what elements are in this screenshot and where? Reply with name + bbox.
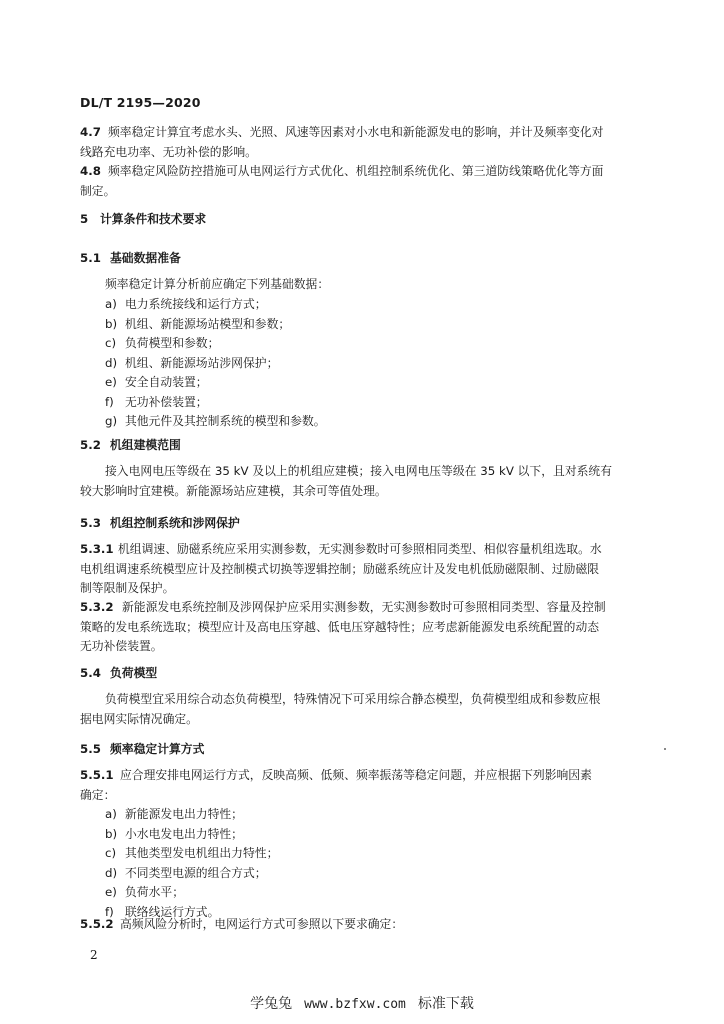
- paragraph-5-4: 负荷模型宜采用综合动态负荷模型，特殊情况下可采用综合静态模型，负荷模型组成和参数应根 据电网实际情况确定。: [80, 692, 601, 726]
- list-5-1: [105, 295, 326, 432]
- list-item: a) 新能源发电出力特性；: [105, 807, 243, 821]
- list-item: f) 联络线运行方式。: [105, 904, 220, 919]
- section-5-4-heading: [80, 664, 157, 681]
- section-title: 机组建模范围: [110, 438, 181, 452]
- section-5-5-heading: [80, 740, 204, 757]
- clause-5-5-2: 5.5.2 高频风险分析时，电网运行方式可参照以下要求确定：: [80, 915, 403, 935]
- section-5-1-heading: [80, 249, 181, 266]
- footer-tagline: 标准下载: [417, 996, 474, 1012]
- clause-4-8: [80, 162, 603, 201]
- section-number: 5.2: [80, 438, 101, 452]
- list-item: c) 其他类型发电机组出力特性；: [105, 846, 279, 860]
- paragraph-5-2: 接入电网电压等级在 35 kV 及以上的机组应建模；接入电网电压等级在 35 kV 以下，且对系统有 较大影响时宜建模。新能源场站应建模，其余可等值处理。: [80, 464, 613, 498]
- list-item: f) 无功补偿装置；: [105, 394, 208, 409]
- footer-url[interactable]: www.bzfxw.com: [304, 997, 406, 1012]
- clause-text: 频率稳定计算宜考虑水头、光照、风速等因素对小水电和新能源发电的影响，并计及频率变化对: [108, 125, 604, 139]
- section-title: 负荷模型: [110, 666, 158, 680]
- clause-number: 5.3.2: [80, 600, 114, 614]
- clause-5-3-1: 5.3.1 机组调速、励磁系统应采用实测参数，无实测参数时可参照相同类型、相似容量机组选取。水 电机组调速系统模型应计及控制模式切换等逻辑控制；励磁系统应计及发电机低励磁限制、过励磁限 制等限制及保护。: [80, 542, 602, 595]
- footer-site-name: 学兔兔: [250, 996, 293, 1012]
- clause-4-7: [80, 123, 603, 162]
- clause-number: 5.5.2: [80, 917, 114, 931]
- clause-number: 5.5.1: [80, 768, 114, 782]
- page-number: 2: [90, 948, 98, 962]
- section-number: 5.3: [80, 516, 101, 530]
- section-5-2-heading: [80, 436, 181, 453]
- list-item: b) 小水电发电出力特性；: [105, 826, 243, 841]
- clause-text: 频率稳定风险防控措施可从电网运行方式优化、机组控制系统优化、第三道防线策略优化等方面: [108, 164, 604, 178]
- section-5-heading: [80, 210, 206, 227]
- section-number: 5: [80, 212, 89, 226]
- list-item: e) 安全自动装置；: [105, 375, 208, 389]
- clause-5-5-1: 5.5.1 应合理安排电网运行方式，反映高频、低频、频率振荡等稳定问题，并应根据下列影响因素 确定：: [80, 768, 592, 802]
- clause-text: 制定。: [80, 183, 116, 198]
- list-item: b) 机组、新能源场站模型和参数；: [105, 316, 291, 331]
- clause-number: 4.8: [80, 164, 101, 178]
- clause-5-3-2: 5.3.2 新能源发电系统控制及涉网保护应采用实测参数，无实测参数时可参照相同类型、容量及控制 策略的发电系统选取；模型应计及高电压穿越、低电压穿越特性；应考虑新能源发电系统配置的动态 无功补偿装置。: [80, 600, 606, 653]
- section-5-3-heading: [80, 514, 240, 531]
- paragraph-intro: 频率稳定计算分析前应确定下列基础数据：: [105, 277, 330, 291]
- list-item: e) 负荷水平；: [105, 885, 184, 899]
- list-5-5-1: [105, 805, 278, 922]
- list-item: c) 负荷模型和参数；: [105, 336, 220, 350]
- list-item: g) 其他元件及其控制系统的模型和参数。: [105, 414, 326, 428]
- clause-number: 5.3.1: [80, 542, 114, 556]
- section-title: 机组控制系统和涉网保护: [110, 516, 240, 530]
- clause-number: 4.7: [80, 125, 101, 139]
- section-title: 基础数据准备: [110, 251, 181, 265]
- section-number: 5.4: [80, 666, 101, 680]
- standard-number: DL/T 2195—2020: [80, 95, 201, 110]
- list-item: d) 机组、新能源场站涉网保护；: [105, 355, 279, 370]
- section-number: 5.5: [80, 742, 101, 756]
- section-title: 计算条件和技术要求: [100, 212, 207, 226]
- section-number: 5.1: [80, 251, 101, 265]
- section-title: 频率稳定计算方式: [110, 742, 205, 756]
- list-item: a) 电力系统接线和运行方式；: [105, 297, 267, 311]
- footer-banner: [0, 993, 724, 1013]
- clause-text: 线路充电功率、无功补偿的影响。: [80, 144, 257, 159]
- list-item: d) 不同类型电源的组合方式；: [105, 865, 267, 880]
- scan-speck: [664, 748, 666, 750]
